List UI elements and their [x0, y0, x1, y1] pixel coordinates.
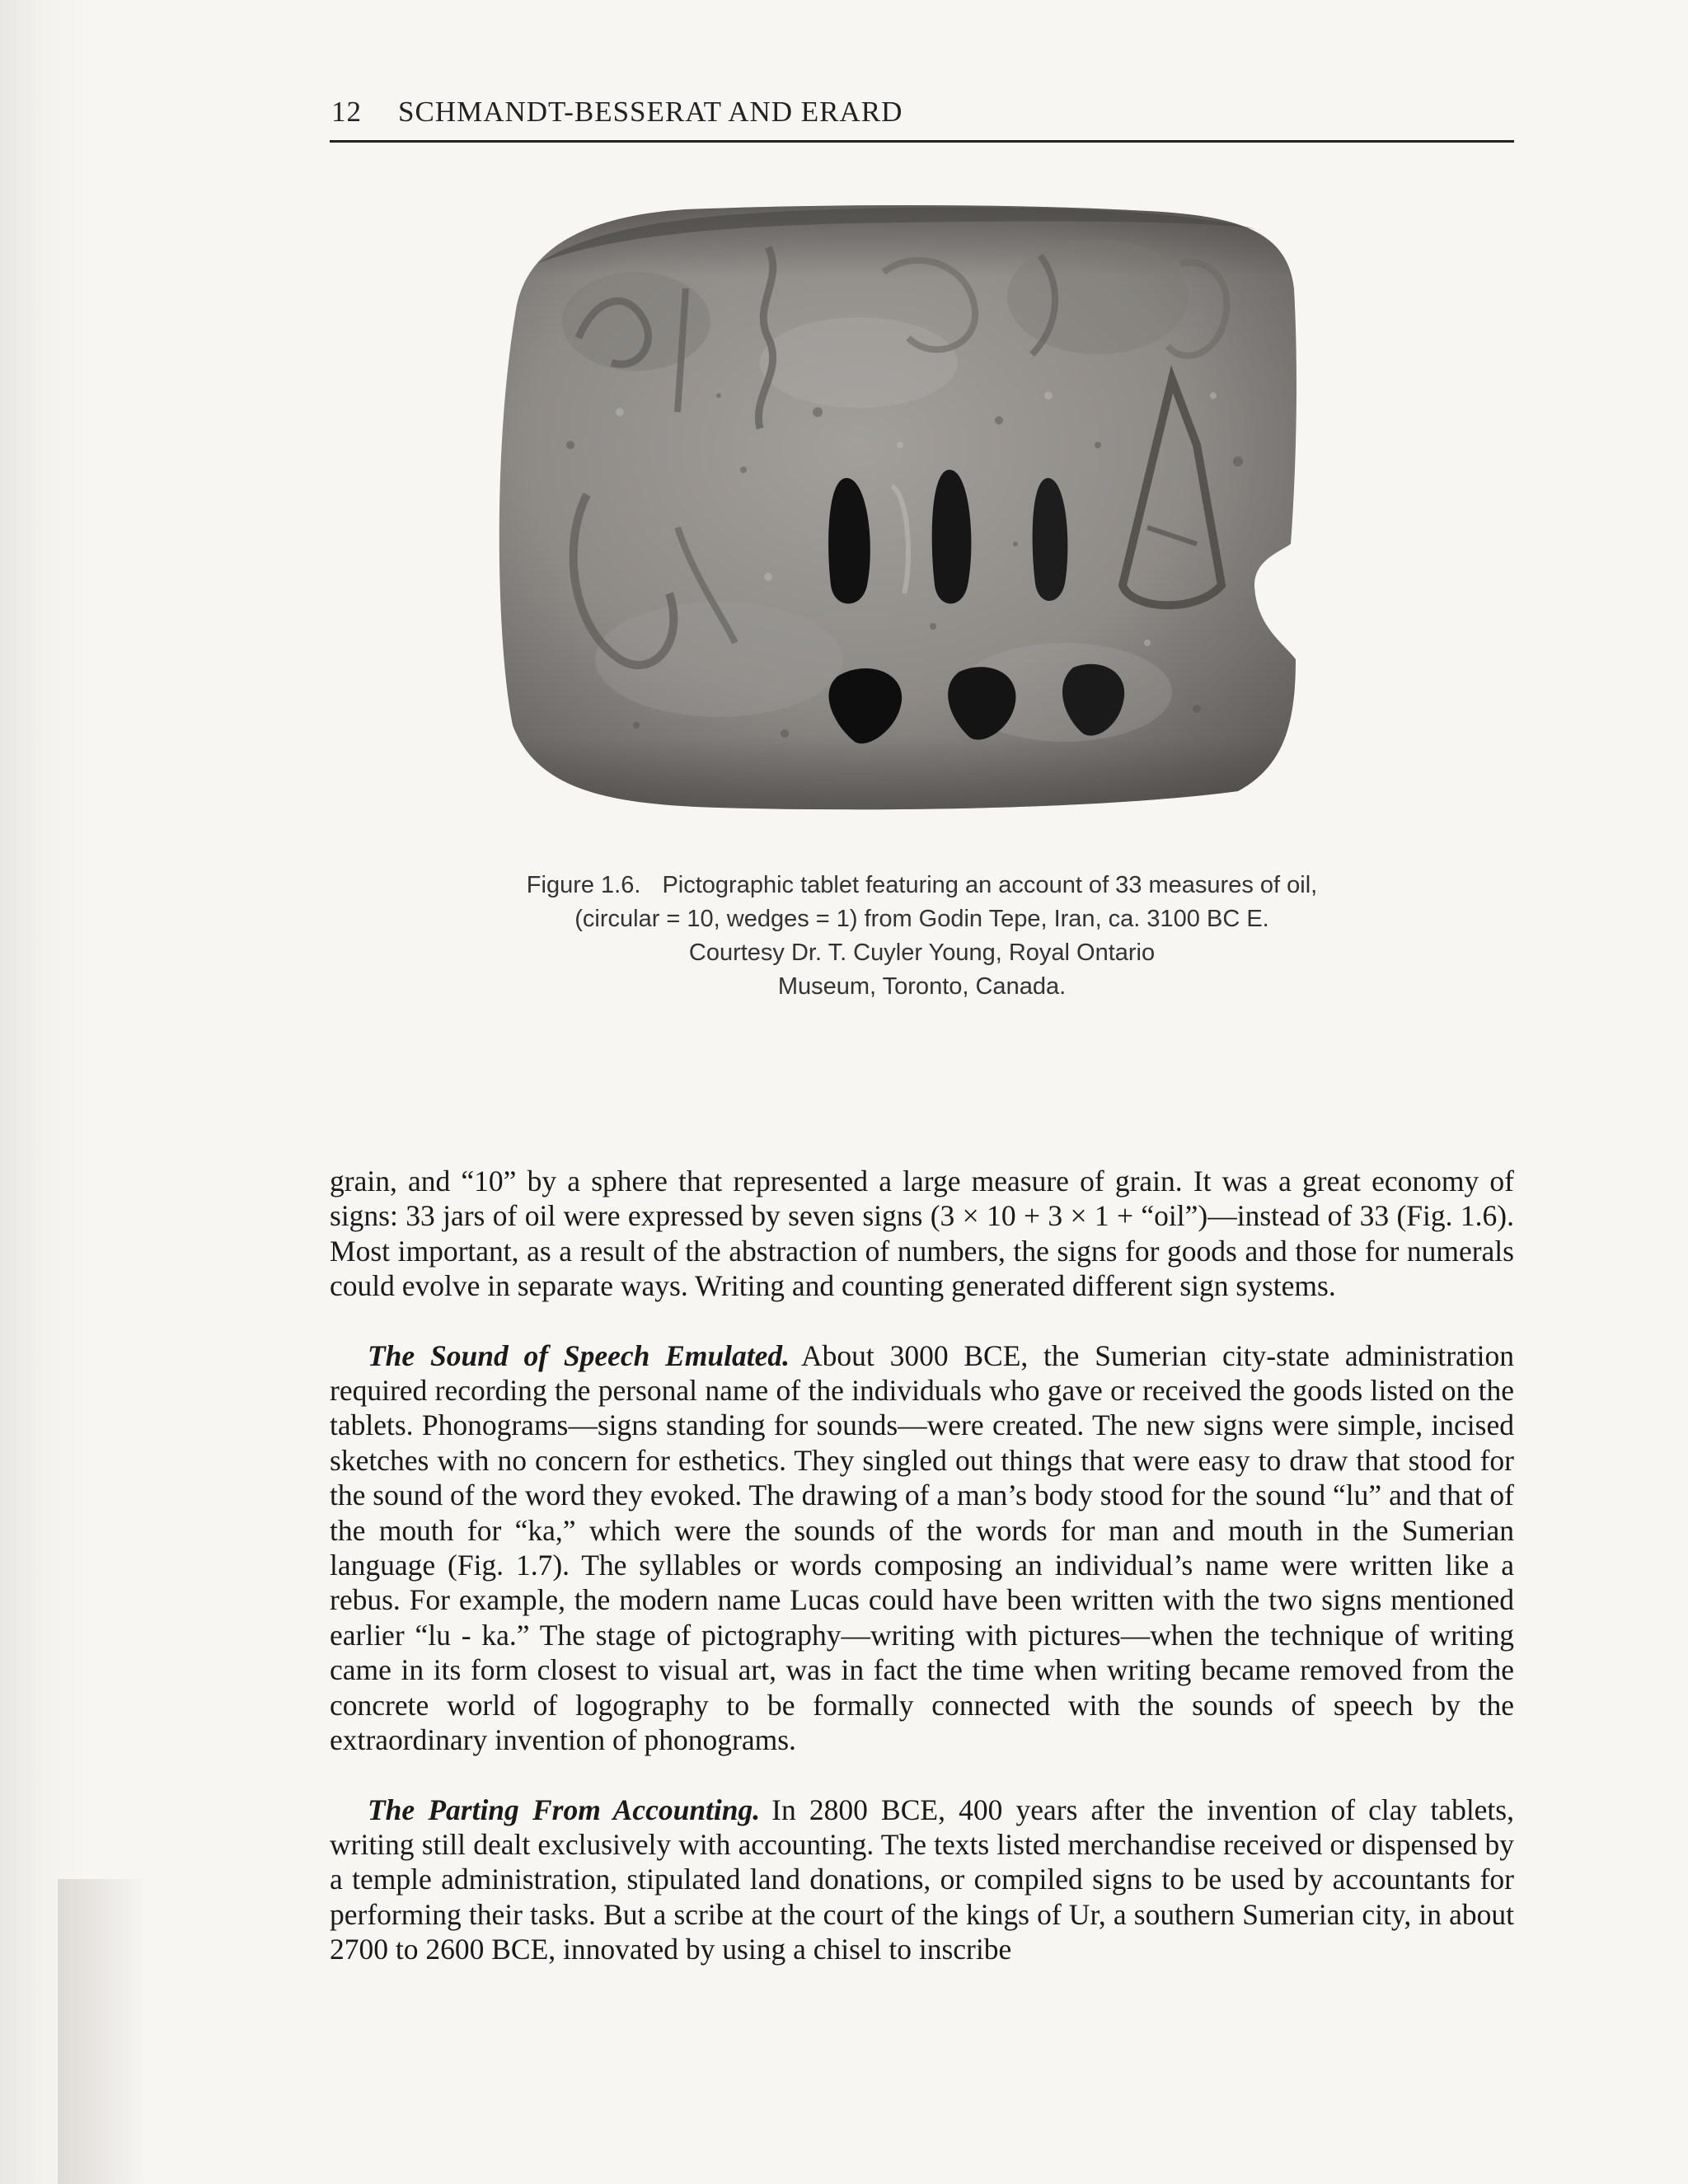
running-head-authors: SCHMANDT-BESSERAT AND ERARD [398, 96, 903, 128]
binding-gutter-shadow [0, 0, 91, 2184]
clay-tablet-image [471, 198, 1312, 821]
caption-line-4: Museum, Toronto, Canada. [777, 973, 1067, 1000]
figure-caption [330, 869, 1514, 1004]
caption-line-1: Figure 1.6. Pictographic tablet featuring an account of 33 measures of oil, [526, 872, 1318, 898]
section-heading-parting-from-accounting: The Parting From Accounting. [368, 1793, 761, 1826]
caption-line-3: Courtesy Dr. T. Cuyler Young, Royal Ontario [688, 940, 1156, 966]
running-head [331, 96, 903, 129]
caption-line-2: (circular = 10, wedges = 1) from Godin Tepe, Iran, ca. 3100 BC E. [574, 906, 1269, 932]
tablet-photograph [471, 198, 1312, 821]
page-number: 12 [331, 96, 362, 128]
paragraph-3: The Parting From Accounting. In 2800 BCE, 400 years after the invention of clay tablets, writing still dealt exclusively with accounting. The texts listed merchandise received or dispensed by a temple administration, stipulated land donations, or compiled signs to be used by accountants for performing their tasks. But a scribe at the court of the kings of Ur, a southern Sumerian city, in about 2700 to 2600 BCE, innovated by using a chisel to inscribe [330, 1793, 1514, 1966]
figure-label: Figure 1.6. [526, 872, 641, 898]
binding-gutter-shadow-bottom [58, 1879, 148, 2184]
body-text [330, 1164, 1514, 1967]
section-heading-sound-of-speech: The Sound of Speech Emulated. [368, 1338, 790, 1372]
paragraph-1: grain, and “10” by a sphere that represented a large measure of grain. It was a great economy of signs: 33 jars of oil were expressed by seven signs (3 × 10 + 3 × 1 + “oil”)—instead of 33 (Fig. 1.6). Most important, as a result of the abstraction of numbers, the signs for goods and those for numerals could evolve in separate ways. Writing and counting generated different sign systems. [330, 1165, 1514, 1303]
header-rule [330, 140, 1514, 143]
paragraph-2: The Sound of Speech Emulated. About 3000 BCE, the Sumerian city-state administration required recording the personal name of the individuals who gave or received the goods listed on the tablets. Phonograms—signs standing for sounds—were created. The new signs were simple, incised sketches with no concern for esthetics. They singled out things that were easy to draw that stood for the sound of the word they evoked. The drawing of a man’s body stood for the sound “lu” and that of the mouth for “ka,” which were the sounds of the words for man and mouth in the Sumerian language (Fig. 1.7). The syllables or words composing an individual’s name were written like a rebus. For example, the modern name Lucas could have been written with the two signs mentioned earlier “lu - ka.” The stage of pictography—writing with pictures—when the technique of writing came in its form closest to visual art, was in fact the time when writing became removed from the concrete world of logography to be formally connected with the sounds of speech by the extraordinary invention of phonograms. [330, 1338, 1515, 1757]
